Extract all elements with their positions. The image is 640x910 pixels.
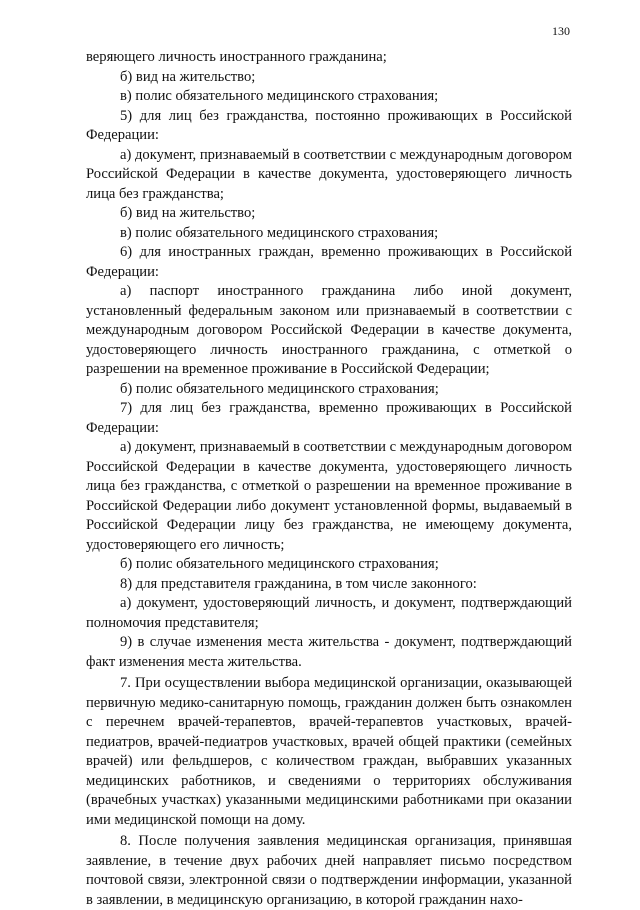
paragraph: а) документ, удостоверяющий личность, и документ, подтверждающий полномочия представителя; <box>86 595 572 631</box>
paragraph: б) полис обязательного медицинского страхования; <box>120 380 439 397</box>
paragraph: а) документ, признаваемый в соответствии с международным договором Российской Федерации в качестве документа, удостоверяющего личность лица без гражданства; <box>86 146 572 202</box>
paragraph: 8. После получения заявления медицинская организация, принявшая заявление, в течение двух рабочих дней направляет письмо посредством почтовой связи, электронной связи о подтверждении информации, указанной в заявлении, в медицинскую организацию, в которой гражданин нахо- <box>86 833 572 908</box>
paragraph: в) полис обязательного медицинского страхования; <box>120 88 439 104</box>
paragraph: 6) для иностранных граждан, временно проживающих в Российской Федерации: <box>86 244 572 280</box>
paragraph: 7. При осуществлении выбора медицинской организации, оказывающей первичную медико-санитарную помощь, гражданин должен быть ознакомлен с перечнем врачей-терапевтов, врачей-терапевтов участковых, врачей-педиатров, врачей-педиатров участковых, врачей общей практики (семейных врачей) или фельдшеров, с количеством граждан, выбравших указанных медицинских работников, и сведениями о территориях обслуживания (врачебных участках) указанными медицинскими работниками при оказании ими медицинской помощи на дому. <box>86 675 572 828</box>
page-number: 130 <box>552 24 570 38</box>
paragraph: а) документ, признаваемый в соответствии с международным договором Российской Федерации в качестве документа, удостоверяющего личность лица без гражданства, с отметкой о разрешении на временное проживание в Российской Федерации либо документ установленной формы, выдаваемый в Российской Федерации лицу без гражданства, не имеющему документа, удостоверяющего его личность; <box>86 439 572 553</box>
paragraph: 5) для лиц без гражданства, постоянно проживающих в Российской Федерации: <box>86 107 572 143</box>
paragraph: б) вид на жительство; <box>120 205 256 221</box>
paragraph: 9) в случае изменения места жительства - документ, подтверждающий факт изменения места жительства. <box>86 634 572 670</box>
paragraph: б) полис обязательного медицинского страхования; <box>120 556 439 572</box>
paragraph: б) вид на жительство; <box>120 68 256 85</box>
paragraph: 7) для лиц без гражданства, временно проживающих в Российской Федерации: <box>86 400 572 436</box>
document-body <box>86 48 572 910</box>
paragraph: а) паспорт иностранного гражданина либо иной документ, установленный федеральным законом или признаваемый в соответствии с международным договором Российской Федерации в качестве документа, удостоверяющего личность иностранного гражданина, с отметкой о разрешении на временное проживание в Российской Федерации; <box>86 283 572 377</box>
paragraph: 8) для представителя гражданина, в том числе законного: <box>120 575 477 592</box>
paragraph: в) полис обязательного медицинского страхования; <box>120 224 439 241</box>
paragraph: веряющего личность иностранного гражданина; <box>86 49 387 65</box>
